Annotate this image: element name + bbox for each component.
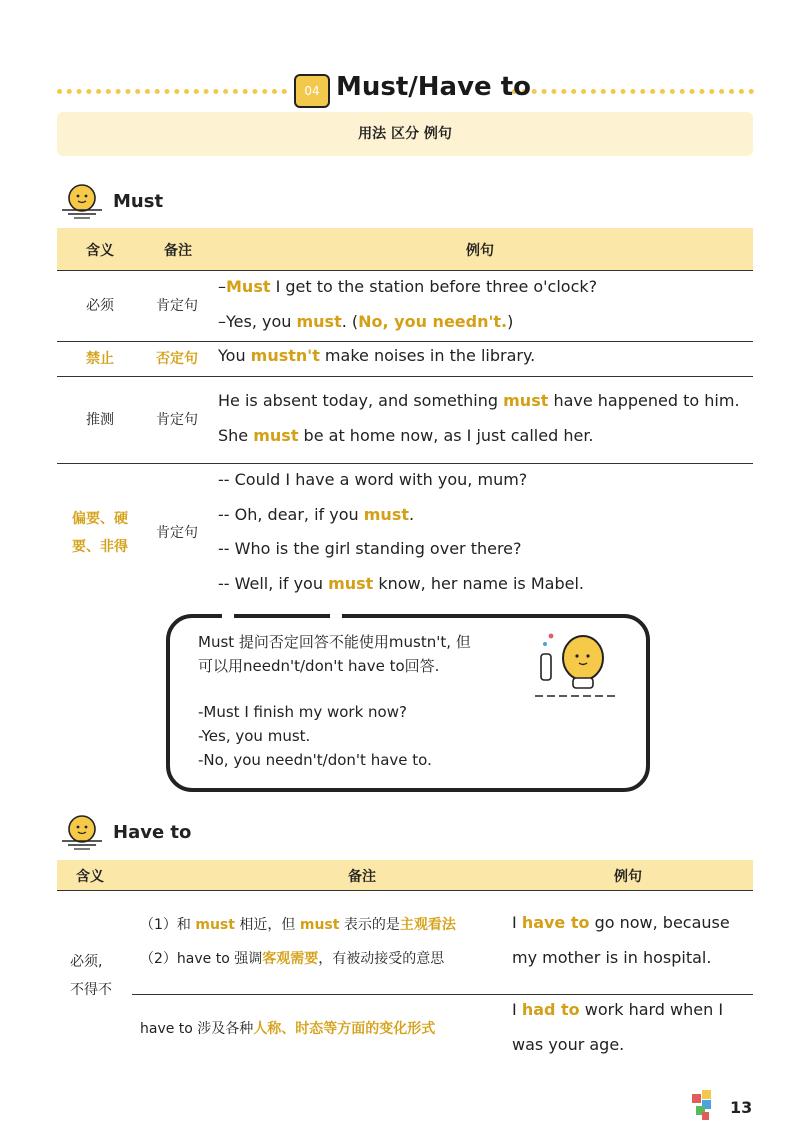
row3-note: 肯定句 <box>156 412 198 428</box>
row3-example-1: He is absent today, and something must have happened to him. <box>218 391 740 410</box>
page-number: 13 <box>730 1098 753 1117</box>
callout-line-4: -Yes, you must. <box>198 727 311 745</box>
header-dots-left <box>57 89 287 94</box>
header-dots-right <box>512 89 754 94</box>
row4-note: 肯定句 <box>156 525 198 541</box>
haveto-note-3: have to 涉及各种人称、时态等方面的变化形式 <box>140 1021 436 1037</box>
col-meaning: 含义 <box>86 243 114 259</box>
row4-example-1: -- Could I have a word with you, mum? <box>218 470 528 489</box>
divider <box>57 270 753 271</box>
divider <box>57 341 753 342</box>
row1-note: 肯定句 <box>156 298 198 314</box>
usage-banner: 用法 区分 例句 <box>57 112 753 156</box>
row4-example-3: -- Who is the girl standing over there? <box>218 539 522 558</box>
col-example: 例句 <box>466 243 494 259</box>
page-title: Must/Have to <box>336 72 532 102</box>
haveto-note-1: （1）和 must 相近，但 must 表示的是主观看法 <box>140 917 456 933</box>
row4-example-4: -- Well, if you must know, her name is Mabel. <box>218 574 584 593</box>
divider <box>57 376 753 377</box>
divider <box>57 463 753 464</box>
lightbulb-icon <box>533 628 621 700</box>
logo-icon <box>690 1088 718 1122</box>
haveto-example-1: I have to go now, because <box>512 913 730 932</box>
col-example: 例句 <box>614 869 642 885</box>
callout-line-1: Must 提问否定回答不能使用mustn't, 但 <box>198 633 471 651</box>
row2-note: 否定句 <box>156 351 198 367</box>
row2-meaning: 禁止 <box>86 351 114 367</box>
callout-line-5: -No, you needn't/don't have to. <box>198 751 432 769</box>
col-note: 备注 <box>348 869 376 885</box>
haveto-section-label: Have to <box>113 822 192 843</box>
row3-meaning: 推测 <box>86 412 114 428</box>
sunset-icon <box>60 811 104 851</box>
haveto-example-1b: my mother is in hospital. <box>512 948 712 967</box>
row4-meaning-line2: 要、非得 <box>72 539 128 555</box>
row1-example-2: –Yes, you must. (No, you needn't.) <box>218 312 514 331</box>
haveto-meaning-line2: 不得不 <box>70 982 112 998</box>
row2-example-1: You mustn't make noises in the library. <box>218 346 536 365</box>
sunset-icon <box>60 180 104 220</box>
row1-example-1: –Must I get to the station before three o'clock? <box>218 277 598 296</box>
row4-meaning-line1: 偏要、硬 <box>72 511 128 527</box>
callout-line-3: -Must I finish my work now? <box>198 703 407 721</box>
divider <box>57 890 753 891</box>
haveto-meaning-line1: 必须, <box>70 954 103 970</box>
col-note: 备注 <box>164 243 192 259</box>
col-meaning: 含义 <box>76 869 104 885</box>
must-section-label: Must <box>113 191 164 212</box>
row1-meaning: 必须 <box>86 298 114 314</box>
callout-gap <box>330 608 342 622</box>
divider <box>132 994 753 995</box>
row4-example-2: -- Oh, dear, if you must. <box>218 505 415 524</box>
row3-example-2: She must be at home now, as I just called her. <box>218 426 594 445</box>
haveto-note-2: （2）have to 强调客观需要，有被动接受的意思 <box>140 951 445 967</box>
haveto-example-2: I had to work hard when I <box>512 1000 724 1019</box>
callout-line-2: 可以用needn't/don't have to回答. <box>198 657 440 675</box>
section-number-badge: 04 <box>294 74 330 108</box>
haveto-example-2b: was your age. <box>512 1035 625 1054</box>
callout-gap <box>222 608 234 622</box>
